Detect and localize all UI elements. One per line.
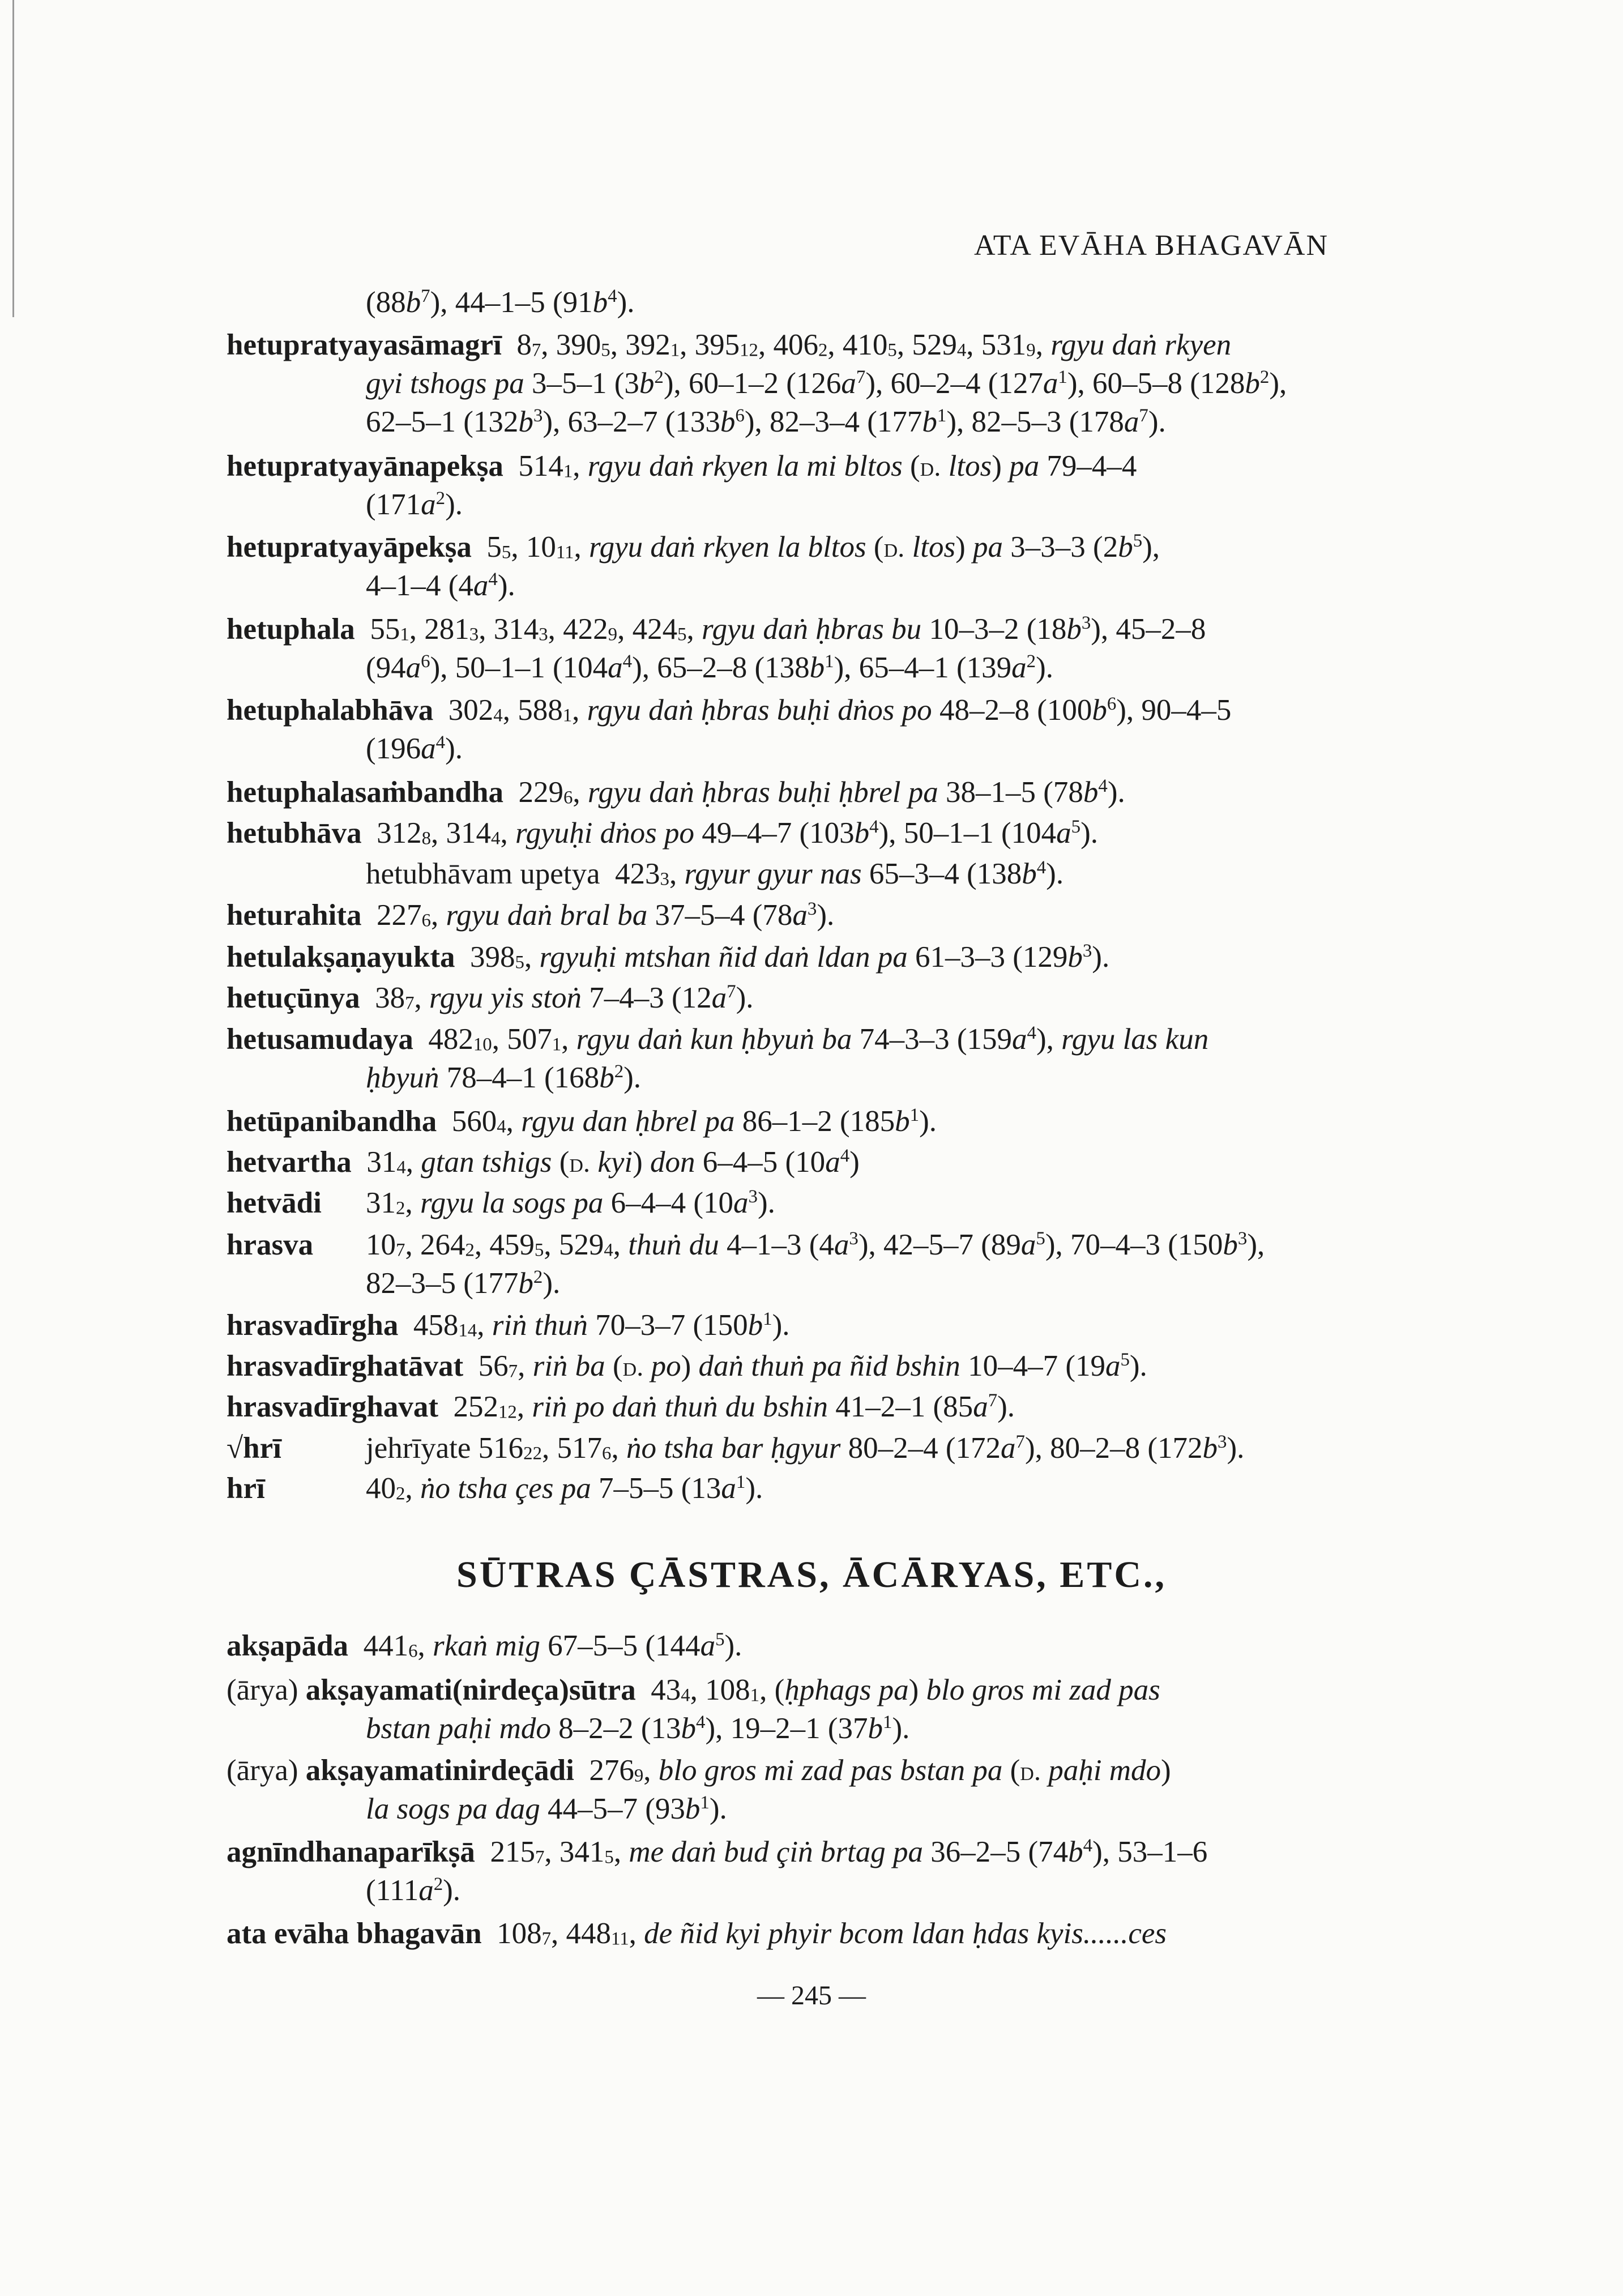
entry-line xyxy=(227,1433,281,1463)
headword: hrasvadīrghavat xyxy=(227,1390,438,1423)
headword: hetubhāva xyxy=(227,817,362,850)
running-head: ATA EVĀHA BHAGAVĀN xyxy=(973,229,1329,262)
headword: heturahita xyxy=(227,899,362,932)
entry-line: agnīndhanaparīkṣā $215_7$, $341_5$, me daṅ bud çiṅ brtag pa 36–2–5 $(74b^4)$, 53–1–6 xyxy=(227,1835,1208,1868)
entry-line: hrasvadīrghatāvat $56_7$, riṅ ba (d. po) daṅ thuṅ pa ñid bshin 10–4–7 $(19a^5)$. xyxy=(227,1349,1147,1382)
entry-line: hrasvadīrgha $458_{14}$, riṅ thuṅ 70–3–7 $(150b^1)$. xyxy=(227,1308,790,1342)
headword: akṣayamatinirdeçādi xyxy=(305,1754,574,1787)
subheadword: hetubhāvam upetya xyxy=(366,857,600,890)
entry-continuation: 4–1–4 $(4a^4)$. xyxy=(366,569,515,602)
entry-line: hetupratyayasāmagrī $8_7$, $390_5$, $392_1$, $395_{12}$, $406_2$, $410_5$, $529_4$, $531_9$, rgyu daṅ rkyen xyxy=(227,328,1232,361)
entry-line: hrasvadīrghavat $252_{12}$, riṅ po daṅ thuṅ du bshin 41–2–1 $(85a^7)$. xyxy=(227,1390,1015,1423)
entry-line: hetuçūnya $38_7$, rgyu yis stoṅ 7–4–3 $(12a^7)$. xyxy=(227,981,754,1014)
headword: hetuphalabhāva xyxy=(227,694,434,727)
entry-continuation: $(196a^4)$. xyxy=(366,732,463,765)
entry-body: $10_7$, $264_2$, $459_5$, $529_4$, thuṅ du 4–1–3 $(4a^3)$, 42–5–7 $(89a^5)$, 70–4–3 $(150b^3)$, xyxy=(366,1228,1265,1261)
entry-continuation: $(171a^2)$. xyxy=(366,488,463,521)
entry-line: ata evāha bhagavān $108_7$, $448_{11}$, de ñid kyi phyir bcom ldan ḥdas kyis......ces xyxy=(227,1917,1167,1950)
headword: √hrī xyxy=(227,1432,281,1465)
prefix: (ārya) xyxy=(227,1674,298,1706)
entry-continuation: 62–5–1 $(132b^3)$, 63–2–7 $(133b^6)$, 82–3–4 $(177b^1)$, 82–5–3 $(178a^7)$. xyxy=(366,405,1166,438)
entry-continuation: 82–3–5 $(177b^2)$. xyxy=(366,1266,561,1300)
headword: hetupratyayasāmagrī xyxy=(227,328,502,361)
entry-line: hetuphalabhāva $302_4$, $588_1$, rgyu daṅ ḥbras buḥi dṅos po 48–2–8 $(100b^6)$, 90–4–5 xyxy=(227,693,1232,727)
headword: hetusamudaya xyxy=(227,1023,413,1056)
headword: hetuphala xyxy=(227,613,355,646)
entry-continuation: $(88b^7)$, 44–1–5 $(91b^4)$. xyxy=(366,285,635,319)
headword: hetūpanibandha xyxy=(227,1105,437,1138)
entry-line xyxy=(227,1230,313,1260)
entry-line: (ārya) akṣayamatinirdeçādi $276_9$, blo gros mi zad pas bstan pa (d. paḥi mdo) xyxy=(227,1754,1171,1787)
headword: hrī xyxy=(227,1472,265,1505)
entry-line: akṣapāda $441_6$, rkaṅ mig 67–5–5 $(144a^5)$. xyxy=(227,1629,742,1662)
entry-line: hetuphala $55_1$, $281_3$, $314_3$, $422_9$, $424_5$, rgyu daṅ ḥbras bu 10–3–2 $(18b^3)$, 45–2–8 xyxy=(227,612,1206,646)
entry-continuation: gyi tshogs pa 3–5–1 $(3b^2)$, 60–1–2 $(126a^7)$, 60–2–4 $(127a^1)$, 60–5–8 $(128b^2)$, xyxy=(366,366,1287,400)
entry-continuation: la sogs pa dag 44–5–7 $(93b^1)$. xyxy=(366,1792,727,1825)
headword: hrasva xyxy=(227,1228,314,1261)
entry-subentry: hetubhāvam upetya $423_3$, rgyur gyur nas 65–3–4 $(138b^4)$. xyxy=(366,857,1064,890)
entry-line xyxy=(227,1474,265,1504)
headword: ata evāha bhagavān xyxy=(227,1917,482,1950)
entry-body: jehrīyate $516_{22}$, $517_6$, ṅo tsha bar ḥgyur 80–2–4 $(172a^7)$, 80–2–8 $(172b^3)$. xyxy=(366,1431,1245,1465)
section-title: SŪTRAS ÇĀSTRAS, ĀCĀRYAS, ETC., xyxy=(456,1554,1167,1595)
entry-line: hetubhāva $312_8$, $314_4$, rgyuḥi dṅos po 49–4–7 $(103b^4)$, 50–1–1 $(104a^5)$. xyxy=(227,816,1098,850)
headword: agnīndhanaparīkṣā xyxy=(227,1836,475,1868)
entry-continuation: bstan paḥi mdo 8–2–2 $(13b^4)$, 19–2–1 $(37b^1)$. xyxy=(366,1712,910,1745)
entry-line: heturahita $227_6$, rgyu daṅ bral ba 37–5–4 $(78a^3)$. xyxy=(227,898,835,932)
entry-line: hetūpanibandha $560_4$, rgyu dan ḥbrel pa 86–1–2 $(185b^1)$. xyxy=(227,1104,937,1138)
entry-line: hetupratyayānapekṣa $514_1$, rgyu daṅ rkyen la mi bltos (d. ltos) pa 79–4–4 xyxy=(227,450,1137,483)
entry-line: hetusamudaya $482_{10}$, $507_1$, rgyu daṅ kun ḥbyuṅ ba 74–3–3 $(159a^4)$, rgyu las kun xyxy=(227,1022,1209,1056)
headword: hrasvadīrghatāvat xyxy=(227,1350,464,1382)
headword: akṣayamati(nirdeça)sūtra xyxy=(305,1674,636,1706)
headword: hetupratyayāpekṣa xyxy=(227,531,472,564)
entry-line xyxy=(227,1188,322,1218)
entry-line: (ārya) akṣayamati(nirdeça)sūtra $43_4$, $108_1$, (ḥphags pa) blo gros mi zad pas xyxy=(227,1674,1160,1706)
prefix: (ārya) xyxy=(227,1754,298,1787)
headword: hrasvadīrgha xyxy=(227,1309,399,1342)
entry-continuation: ḥbyuṅ 78–4–1 $(168b^2)$. xyxy=(366,1061,642,1094)
headword: hetulakṣaṇayukta xyxy=(227,941,455,974)
page-number: — 245 — xyxy=(757,1981,866,2011)
headword: hetuçūnya xyxy=(227,981,360,1014)
headword: hetuphalasaṁbandha xyxy=(227,776,503,809)
entry-continuation: $(111a^2)$. xyxy=(366,1873,461,1907)
scan-edge-mark xyxy=(12,0,14,317)
entry-body: $40_2$, ṅo tsha çes pa 7–5–5 $(13a^1)$. xyxy=(366,1471,763,1505)
entry-body: $31_2$, rgyu la sogs pa 6–4–4 $(10a^3)$. xyxy=(366,1186,775,1219)
headword: hetupratyayānapekṣa xyxy=(227,450,503,483)
entry-line: hetvartha $31_4$, gtan tshigs (d. kyi) don 6–4–5 $(10a^4)$ xyxy=(227,1145,860,1179)
headword: hetvādi xyxy=(227,1187,322,1219)
entry-line: hetulakṣaṇayukta $398_5$, rgyuḥi mtshan ñid daṅ ldan pa 61–3–3 $(129b^3)$. xyxy=(227,940,1110,974)
headword: hetvartha xyxy=(227,1146,352,1179)
entry-line: hetuphalasaṁbandha $229_6$, rgyu daṅ ḥbras buḥi ḥbrel pa 38–1–5 $(78b^4)$. xyxy=(227,775,1125,809)
headword: akṣapāda xyxy=(227,1629,349,1662)
entry-line: hetupratyayāpekṣa $5_5$, $10_{11}$, rgyu daṅ rkyen la bltos (d. ltos) pa 3–3–3 $(2b^5)$, xyxy=(227,530,1160,564)
entry-continuation: $(94a^6)$, 50–1–1 $(104a^4)$, 65–2–8 $(138b^1)$, 65–4–1 $(139a^2)$. xyxy=(366,651,1053,684)
